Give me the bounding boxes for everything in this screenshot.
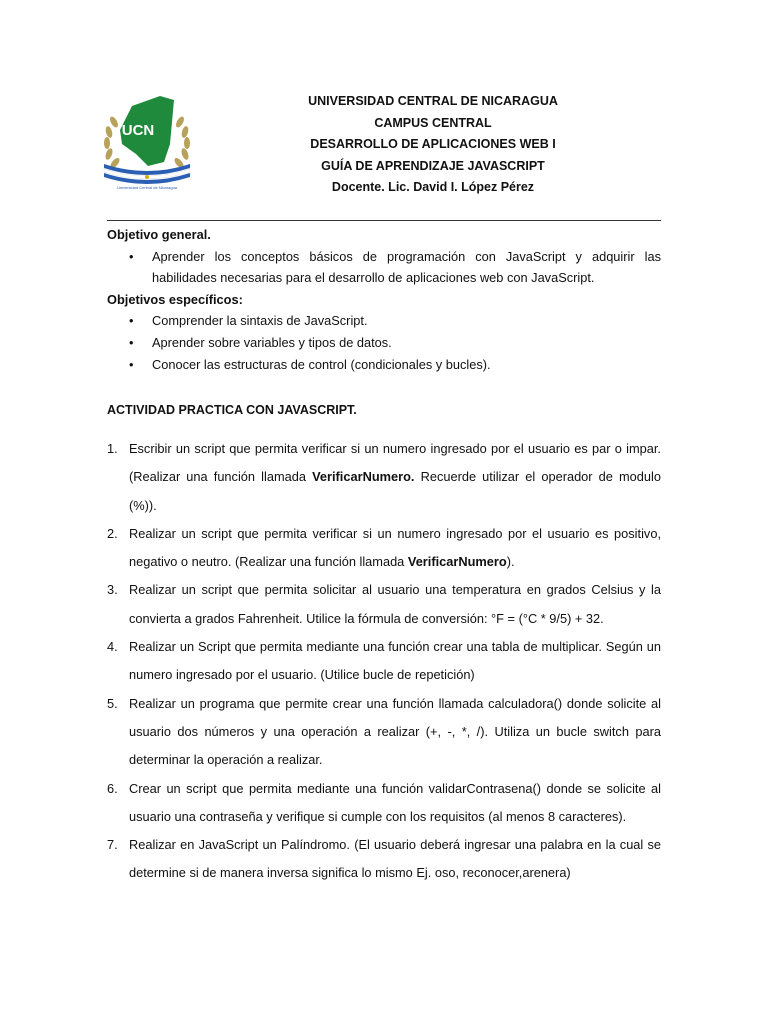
specific-objectives-list [107, 310, 661, 375]
activity-function-name: VerificarNumero. [312, 469, 415, 485]
activity-item [107, 576, 661, 633]
specific-objective-text: Comprender la sintaxis de JavaScript. [152, 313, 368, 329]
activity-text: Escribir un script que permita verificar si un numero ingresado por el usuario es par o impar. (Realizar una función llamada [129, 441, 661, 485]
activity-number: 7. [107, 837, 118, 853]
activity-text: Realizar un script que permita verificar si un numero ingresado por el usuario es positivo, negativo o neutro. (Realizar una función llamada [129, 525, 661, 570]
list-item [107, 310, 661, 332]
activity-text: Realizar en JavaScript un Palíndromo. (El usuario deberá ingresar una palabra en la cual se determine si de manera inversa significa lo mismo Ej. oso, reconocer,arenera) [129, 837, 661, 881]
activity-number: 6. [107, 780, 118, 796]
list-item [107, 332, 661, 354]
bullet-icon: • [129, 356, 134, 372]
specific-objective-text: Aprender sobre variables y tipos de datos. [152, 334, 392, 350]
ucn-emblem-icon [100, 92, 195, 192]
campus-name: CAMPUS CENTRAL [374, 115, 492, 130]
activity-item [107, 690, 661, 775]
objectives-section [107, 224, 661, 375]
specific-objective-text: Conocer las estructuras de control (condicionales y bucles). [152, 356, 491, 372]
general-objective-text: Aprender los conceptos básicos de programación con JavaScript y adquirir las habilidades necesarias para el desarrollo de aplicaciones web con JavaScript. [152, 248, 661, 286]
activity-item [107, 520, 661, 577]
activity-number: 3. [107, 582, 118, 598]
activity-text-tail: ). [506, 554, 515, 570]
activity-number: 5. [107, 695, 118, 711]
activity-item [107, 435, 661, 520]
university-name: UNIVERSIDAD CENTRAL DE NICARAGUA [308, 94, 558, 108]
activity-text: Crear un script que permita mediante una función validarContrasena() donde se solicite al usuario una contraseña y verifique si cumple con los requisitos (al menos 8 caracteres). [129, 780, 661, 824]
activity-text: Realizar un Script que permita mediante una función crear una tabla de multiplicar. Según un numero ingresado por el usuario. (Utilice bucle de repetición) [129, 639, 661, 683]
activity-item [107, 775, 661, 832]
list-item [107, 246, 661, 289]
logo-caption: Universidad Central de Nicaragua [116, 185, 178, 190]
activity-number: 4. [107, 639, 118, 655]
document-header [200, 91, 666, 199]
bullet-icon: • [129, 248, 134, 264]
activity-item [107, 831, 661, 888]
activity-text-tail: Recuerde utilizar el operador de modulo (%)). [129, 469, 661, 513]
activity-text: Realizar un script que permita solicitar al usuario una temperatura en grados Celsius y la convierta a grados Fahrenheit. Utilice la fórmula de conversión: °F = (°C * 9/5) + 32. [129, 582, 661, 626]
teacher-name: Docente. Lic. David I. López Pérez [331, 180, 535, 195]
activity-list [107, 435, 661, 888]
bullet-icon: • [129, 334, 134, 350]
header-divider [107, 220, 661, 221]
general-objective-title: Objetivo general. [107, 227, 211, 242]
activity-item [107, 633, 661, 690]
course-name: DESARROLLO DE APLICACIONES WEB I [310, 137, 556, 152]
activity-text: Realizar un programa que permite crear una función llamada calculadora() donde solicite al usuario dos números y una operación a realizar (+, -, *, /). Utiliza un bucle switch para determinar la operación a realizar. [129, 695, 661, 768]
activity-number: 1. [107, 441, 118, 456]
activity-function-name: VerificarNumero [407, 554, 507, 570]
activity-number: 2. [107, 525, 118, 541]
list-item [107, 354, 661, 376]
logo-text: UCN [121, 122, 155, 139]
guide-title: GUÍA DE APRENDIZAJE JAVASCRIPT [321, 158, 545, 173]
university-logo [100, 92, 195, 192]
activity-title: ACTIVIDAD PRACTICA CON JAVASCRIPT. [107, 403, 357, 417]
specific-objectives-title: Objetivos específicos: [107, 291, 243, 307]
bullet-icon: • [129, 313, 134, 329]
general-objective-list [107, 246, 661, 289]
